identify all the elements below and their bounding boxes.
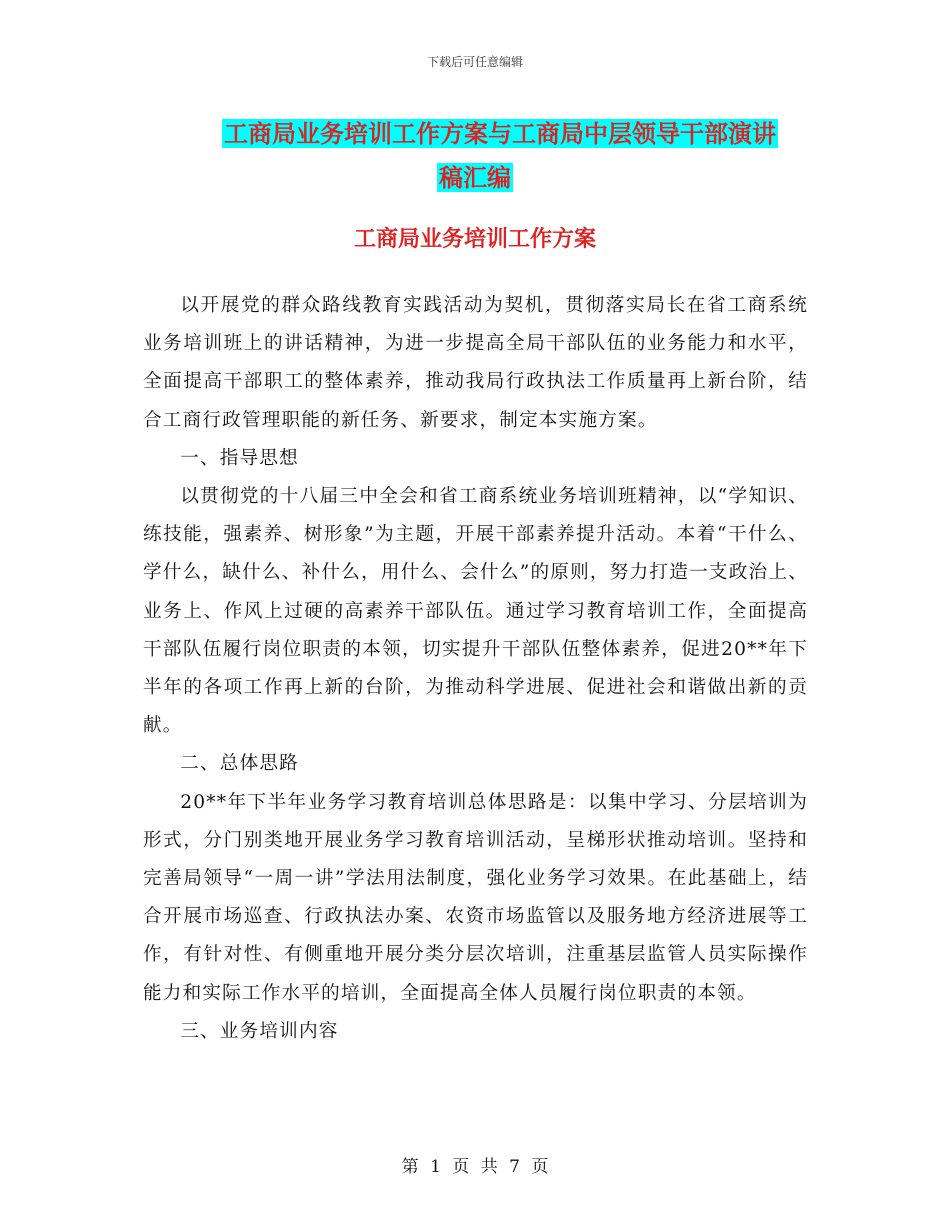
document-title — [0, 112, 950, 200]
paragraph-intro: 以开展党的群众路线教育实践活动为契机，贯彻落实局长在省工商系统业务培训班上的讲话精神，为进一步提高全局干部队伍的业务能力和水平，全面提高干部职工的整体素养，推动我局行政执法工作质量再上新台阶，结合工商行政管理职能的新任务、新要求，制定本实施方案。 — [143, 295, 808, 431]
document-title-line-2: 稿汇编 — [439, 163, 511, 192]
paragraph-guiding-thought: 以贯彻党的十八届三中全会和省工商系统业务培训班精神，以“学知识、练技能，强素养、树形象”为主题，开展干部素养提升活动。本着“干什么、学什么，缺什么、补什么，用什么、会什么”的原则，努力打造一支政治上、业务上、作风上过硬的高素养干部队伍。通过学习教育培训工作，全面提高干部队伍履行岗位职责的本领，切实提升干部队伍整体素养，促进20**年下半年的各项工作再上新的台阶，为推动科学进展、促进社会和谐做出新的贡献。 — [143, 486, 808, 737]
section-title: 工商局业务培训工作方案 — [353, 226, 596, 252]
paragraph-overall-approach: 20**年下半年业务学习教育培训总体思路是：以集中学习、分层培训为形式，分门别类地开展业务学习教育培训活动，呈梯形状推动培训。坚持和完善局领导“一周一讲”学法用法制度，强化业务学习效果。在此基础上，结合开展市场巡查、行政执法办案、农资市场监管以及服务地方经济进展等工作，有针对性、有侧重地开展分类分层次培训，注重基层监管人员实际操作能力和实际工作水平的培训，全面提高全体人员履行岗位职责的本领。 — [143, 791, 808, 1004]
page-footer: 第 1 页 共 7 页 — [401, 1157, 549, 1177]
heading-overall-approach: 二、总体思路 — [180, 753, 299, 775]
header-note: 下载后可任意编辑 — [426, 55, 523, 69]
heading-training-content: 三、业务培训内容 — [180, 1020, 339, 1042]
document-body — [143, 287, 808, 1051]
heading-guiding-thought: 一、指导思想 — [180, 447, 299, 469]
document-title-line-1: 工商局业务培训工作方案与工商局中层领导干部演讲 — [224, 119, 776, 148]
